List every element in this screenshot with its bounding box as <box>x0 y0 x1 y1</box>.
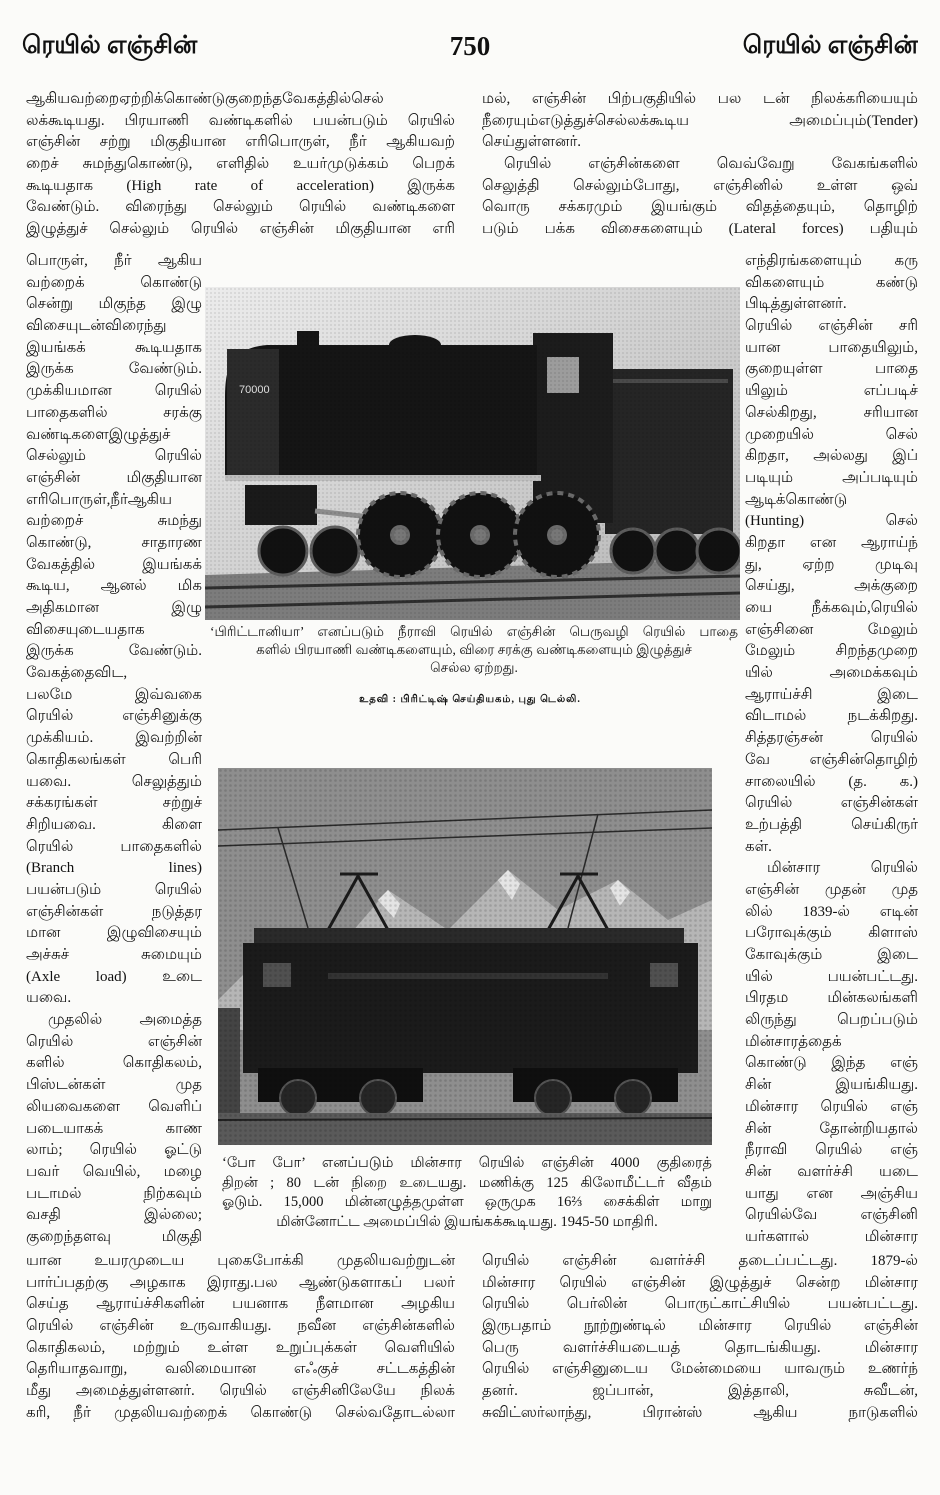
text-line: து, ஏற்ற முடிவு <box>745 556 918 573</box>
text-line: செய்துள்ளனர். <box>482 134 582 151</box>
text-line: சென்று மிகுந்த இழு <box>26 296 202 313</box>
running-head-left: ரெயில் எஞ்சின் <box>22 32 198 59</box>
text-line: கொண்டு, சாதாரண <box>26 534 202 551</box>
text-line: சின் வளர்ச்சி யடை <box>745 1163 918 1180</box>
text-line: செல்ல ஏற்றது. <box>430 660 518 675</box>
text-line: மின்சாரத்தைக் <box>745 1033 842 1050</box>
text-line: ரெயில் பாதைகளில் <box>26 838 202 855</box>
text-line: இருக்க வேண்டும். <box>26 361 202 378</box>
text-line: விசையுடையதாக <box>26 621 145 638</box>
text-line: இயங்கக் கூடியதாக <box>26 339 202 356</box>
text-line: (Hunting) செல் <box>745 513 918 530</box>
text-line: யில் பயன்பட்டது. <box>745 968 918 985</box>
text-line: தனர். ஜப்பான், இத்தாலி, சுவீடன், <box>482 1383 918 1400</box>
text-line: வே எஞ்சின்தொழிற் <box>745 751 918 768</box>
text-line: கொதிகலங்கள் பெரி <box>26 751 202 768</box>
text-line: லிருந்து பெறப்படும் <box>745 1012 918 1029</box>
text-line: சாலையில் (த. க.) <box>745 773 918 790</box>
text-line: ஓடும். 15,000 மின்னழுத்தமுள்ள ஒருமுக 16⅔ சைக்கிள் மாறு <box>222 1194 712 1210</box>
text-line: கிறதா, அல்லது இப் <box>745 448 918 465</box>
text-line: முக்கியமான ரெயில் <box>26 383 202 400</box>
right-column-top <box>482 89 918 241</box>
figure-2-caption <box>222 1154 712 1232</box>
running-head-right: ரெயில் எஞ்சின் <box>742 32 918 59</box>
text-line: வற்றைக் கொண்டு <box>26 274 202 291</box>
text-line: நீராவி ரெயில் எஞ் <box>745 1142 918 1159</box>
text-line: யர்களால் மின்சார <box>745 1228 918 1245</box>
text-line: கிறதா என ஆராய்ந் <box>745 534 918 551</box>
right-column-bottom <box>482 1251 918 1425</box>
text-line: மின்னோட்ட அமைப்பில் இயங்கக்கூடியது. 1945-50 மாதிரி. <box>276 1213 658 1230</box>
text-line: மின்சார ரெயில் <box>767 860 918 877</box>
text-line: செய்த ஆராய்ச்சிகளின் பயனாக நீளமான அழகிய <box>26 1296 455 1313</box>
text-line: வேகத்தில் இயங்கக் <box>26 556 202 573</box>
text-line: பார்ப்பதற்கு அழகாக இராது.பல ஆண்டுகளாகப் பலர் <box>26 1274 455 1291</box>
text-line: வொரு சக்கரமும் இயங்கும் விதத்தையும், தொழிற் <box>482 199 918 216</box>
text-line: ரெயில் எஞ்சின் உருவாகியது. நவீன எஞ்சின்களில் <box>26 1318 455 1335</box>
halftone-screen <box>218 768 712 1145</box>
text-line: லில் 1839-ல் எடின் <box>745 903 918 920</box>
text-line: முக்கியம். இவற்றின் <box>26 730 202 747</box>
text-line: வேகத்தைவிட, <box>26 665 128 682</box>
text-line: சக்கரங்கள் சற்றுச் <box>26 795 202 812</box>
text-line: வசதி இல்லை; <box>26 1207 202 1224</box>
text-line: எஞ்சின் முதன் முத <box>745 881 918 898</box>
text-line: மான இழுவிசையும் <box>26 925 202 942</box>
photo-electric-locomotive <box>218 768 712 1145</box>
text-line: தெரியாதவாறு, வலிமையான எஃகுச் சட்டகத்தின் <box>26 1361 455 1378</box>
text-line: களில் கொதிகலம், <box>26 1055 202 1072</box>
text-line: றைச் சுமந்துகொண்டு, எளிதில் உயர்முடுக்கம் பெறக் <box>26 156 455 173</box>
text-line: குறைந்தளவு மிகுதி <box>26 1228 202 1245</box>
text-line: இழுத்துச் செல்லும் ரெயில் எஞ்சின் மிகுதியான எரி <box>26 221 455 238</box>
text-line: யவை. செலுத்தும் <box>26 773 202 790</box>
text-line: (Branch lines) <box>26 860 202 877</box>
text-line: லாம்; ரெயில் ஓட்டு <box>26 1142 202 1159</box>
text-line: எஞ்சின் சற்று மிகுதியான எரிபொருள், நீர் ஆகியவற் <box>26 134 455 151</box>
text-line: ஆராய்ச்சி இடை <box>745 686 918 703</box>
text-line: கொதிகலம், மற்றும் உள்ள உறுப்புக்கள் வெளியில் <box>26 1339 455 1356</box>
text-line: எஞ்சின்கள் நடுத்தர <box>26 903 202 920</box>
text-line: களில் பிரயாணி வண்டிகளையும், விரை சரக்கு வண்டிகளையும் இழுத்துச் <box>256 642 692 657</box>
text-line: படும் பக்க விசைகளையும் (Lateral forces) பதியும் <box>482 221 918 238</box>
text-line: செலுத்தி செல்லும்போது, எஞ்சினில் உள்ள ஒவ் <box>482 177 918 194</box>
text-line: (Axle load) உடை <box>26 968 202 985</box>
text-line: குறையுள்ள பாதை <box>745 361 918 378</box>
text-line: கரி, நீர் முதலியவற்றைக் கொண்டு செல்வதோடல்லா <box>26 1404 455 1421</box>
text-line: படையாகக் காண <box>26 1120 202 1137</box>
text-line: உற்பத்தி செய்கிருர் <box>745 816 918 833</box>
text-line: யிலும் எப்படிச் <box>745 383 918 400</box>
text-line: விகளையும் கண்டு <box>745 274 918 291</box>
text-line: சின் இயங்கியது. <box>745 1077 918 1094</box>
text-line: யாது என அஞ்சிய <box>745 1185 918 1202</box>
text-line: சுவிட்ஸர்லாந்து, பிரான்ஸ் ஆகிய நாடுகளில் <box>482 1404 918 1421</box>
figure-1-caption <box>210 623 738 677</box>
text-line: முறையில் செல் <box>745 426 918 443</box>
text-line: ரெயில் எஞ்சின் சரி <box>745 318 918 335</box>
text-line: பொருள், நீர் ஆகிய <box>26 253 202 269</box>
text-line: பிரதம மின்கலங்களி <box>745 990 918 1007</box>
text-line: இருபதாம் நூற்றுண்டில் மின்சார ரெயில் எஞ்சின் <box>482 1318 918 1335</box>
text-line: மேலும் சிறந்தமுறை <box>745 643 918 660</box>
text-line: விசையுடன்விரைந்து <box>26 318 167 335</box>
text-line: கூடிய, ஆனல் மிக <box>26 578 202 595</box>
text-line: ரெயில் பெர்லின் பொருட்காட்சியில் பயன்பட்டது. <box>482 1296 918 1313</box>
text-line: ரெயில் எஞ்சின்களை வெவ்வேறு வேகங்களில் <box>504 156 918 173</box>
page-number: 750 <box>449 31 491 61</box>
text-line: ரெயில் எஞ்சின் வளர்ச்சி தடைப்பட்டது. 1879-ல் <box>482 1253 918 1269</box>
text-line: பலமே இவ்வகை <box>26 686 202 703</box>
photo-steam-locomotive <box>205 287 740 620</box>
text-line: மின்சார ரெயில் எஞ் <box>745 1098 918 1115</box>
left-column-bottom <box>26 1251 455 1425</box>
text-line: மீது அமைத்துள்ளனர். ரெயில் எஞ்சினிலேயே நிலக் <box>26 1383 455 1400</box>
text-line: முதலில் அமைத்த <box>48 1012 202 1029</box>
text-line: மின்சார ரெயில் எஞ்சின் இழுத்துச் சென்ற மின்சார <box>482 1274 918 1291</box>
text-line: ஆடிக்கொண்டு <box>745 491 848 508</box>
text-line: எரிபொருள்,நீர்ஆகிய <box>26 491 172 508</box>
text-line: கோவுக்கும் இடை <box>745 947 918 963</box>
text-line: இருக்க வேண்டும். <box>26 643 202 660</box>
text-line: வண்டிகளைஇழுத்துச் <box>26 426 171 443</box>
text-line: படாமல் நிற்கவும் <box>26 1185 202 1202</box>
text-line: படியும் அப்படியும் <box>745 469 918 486</box>
text-line: விடாமல் நடக்கிறது. <box>745 708 918 725</box>
text-line: ஆகியவற்றைஏற்றிக்கொண்டுகுறைந்தவேகத்தில்செல் <box>26 91 384 107</box>
left-column-narrow <box>26 251 202 1249</box>
text-line: ரெயில் எஞ்சினுடைய மேன்மையை யாவரும் உணர்ந் <box>482 1361 918 1378</box>
text-line: செல்லும் ரெயில் <box>26 448 202 465</box>
text-line: பயன்படும் ரெயில் <box>26 881 202 898</box>
text-line: ‘போ போ’ எனப்படும் மின்சார ரெயில் எஞ்சின் 4000 குதிரைத் <box>222 1155 712 1171</box>
text-line: ரெயில்வே எஞ்சினி <box>745 1207 918 1224</box>
text-line: யான பாதையிலும், <box>745 339 918 356</box>
text-line: ரெயில் எஞ்சின் <box>26 1033 202 1050</box>
text-line: வற்றைச் சுமந்து <box>26 513 202 530</box>
text-line: யில் அமைக்கவும் <box>745 665 918 682</box>
text-line: வேண்டும். விரைந்து செல்லும் ரெயில் வண்டிகளை <box>26 199 455 216</box>
text-line: ‘பிரிட்டானியா’ எனப்படும் நீராவி ரெயில் எஞ்சின் பெருவழி ரெயில் பாதை <box>210 624 738 639</box>
text-line: சிறியவை. கிளை <box>26 816 202 833</box>
text-line: ரெயில் எஞ்சின்கள் <box>745 795 918 812</box>
text-line: கூடியதாக (High rate of acceleration) இருக்க <box>26 177 455 194</box>
text-line: அச்சுச் சுமையும் <box>26 947 202 963</box>
text-line: பவர் வெயில், மழை <box>26 1163 202 1180</box>
number-plate: 70000 <box>239 384 270 396</box>
text-line: எஞ்சின் மிகுதியான <box>26 469 202 486</box>
text-line: கள். <box>745 838 772 855</box>
text-line: யவை. <box>26 990 72 1007</box>
text-line: நீரையும்எடுத்துச்செல்லக்கூடிய அமைப்பும்(Tender) <box>482 112 918 129</box>
text-line: செய்து, அக்குறை <box>745 578 918 595</box>
text-line: பெரு வளர்ச்சியடையத் தொடங்கியது. மின்சார <box>482 1339 918 1356</box>
text-line: அதிகமான இழு <box>26 600 202 616</box>
text-line: யை நீக்கவும்,ரெயில் <box>745 600 918 616</box>
text-line: கொண்டு இந்த எஞ் <box>745 1055 918 1072</box>
text-line: யான உயரமுடைய புகைபோக்கி முதலியவற்றுடன் <box>26 1253 455 1269</box>
text-line: பிஸ்டன்கள் முத <box>26 1077 202 1094</box>
text-line: எஞ்சினை மேலும் <box>745 621 918 638</box>
text-line: செல்கிறது, சரியான <box>745 404 918 421</box>
text-line: ரெயில் எஞ்சினுக்கு <box>26 708 202 725</box>
text-line: பிடித்துள்ளனர். <box>745 296 847 313</box>
right-column-narrow <box>745 251 918 1249</box>
text-line: லியவைகளை வெளிப் <box>26 1098 202 1115</box>
left-column-top <box>26 89 455 241</box>
text-line: சித்தரஞ்சன் ரெயில் <box>745 730 918 747</box>
halftone-screen <box>205 287 740 620</box>
text-line: பாதைகளில் சரக்கு <box>26 404 202 421</box>
text-line: பரோவுக்கும் கிளாஸ் <box>745 925 918 942</box>
figure-1-credit: உதவி : பிரிட்டிஷ் செய்தியகம், புது டெல்லி. <box>359 694 581 705</box>
text-line: திறன் ; 80 டன் நிறை உடையது. மணிக்கு 125 கிலோமீட்டர் வீதம் <box>222 1174 712 1191</box>
text-line: லக்கூடியது. பிரயாணி வண்டிகளில் பயன்படும் ரெயில் <box>26 112 455 129</box>
text-line: எந்திரங்களையும் கரு <box>745 253 918 269</box>
text-line: சின் தோன்றியதால் <box>745 1120 918 1137</box>
text-line: மல், எஞ்சின் பிற்பகுதியில் பல டன் நிலக்கரியையும் <box>482 91 918 107</box>
